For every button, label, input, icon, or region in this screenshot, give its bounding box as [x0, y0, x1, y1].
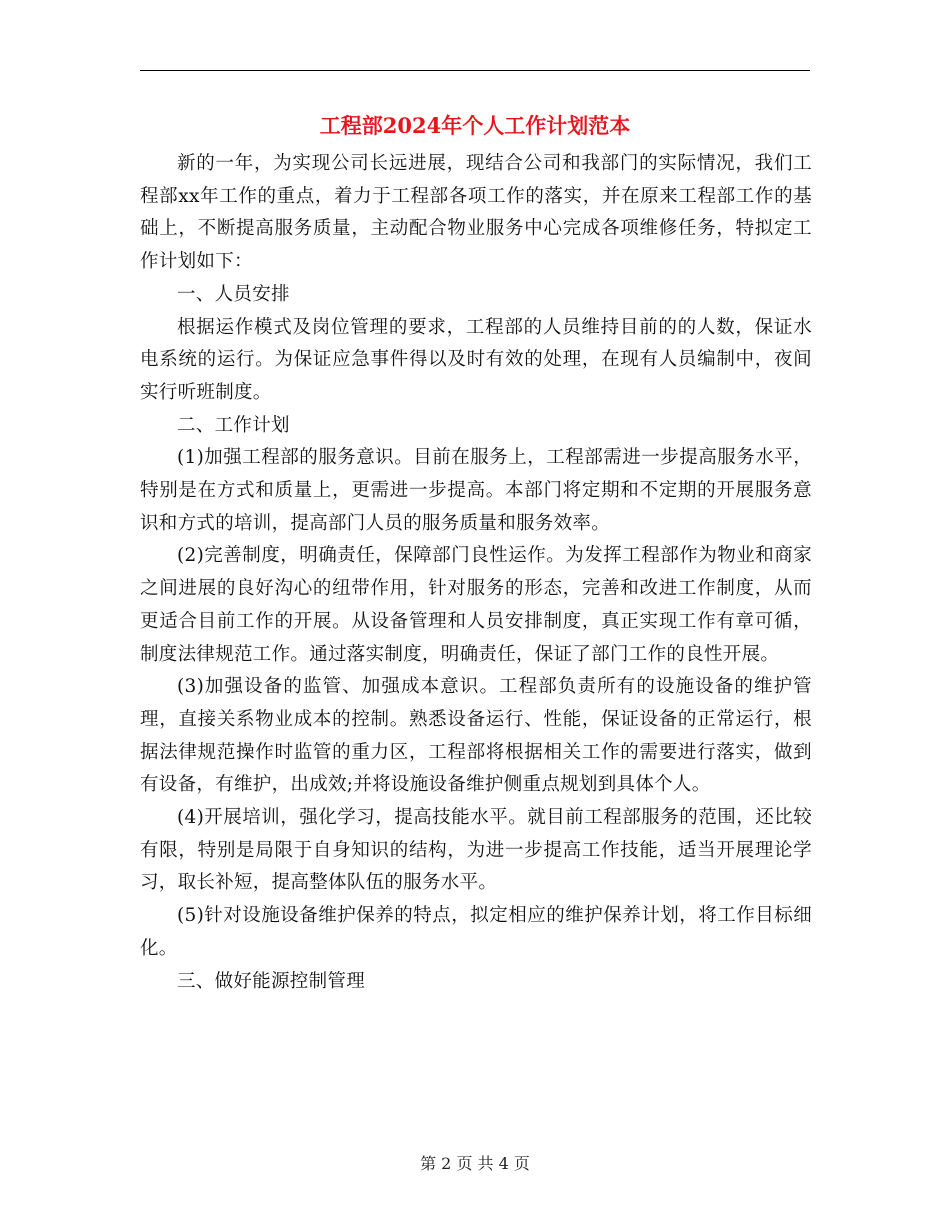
document-title: 工程部2024年个人工作计划范本	[319, 113, 631, 138]
header-rule	[140, 70, 810, 71]
page-number-footer: 第 2 页 共 4 页	[420, 1154, 530, 1173]
paragraph-plan-item-2: (2)完善制度，明确责任，保障部门良性运作。为发挥工程部作为物业和商家之间进展的良好沟心的纽带作用，针对服务的形态，完善和改进工作制度，从而更适合目前工作的开展。从设备管理和人员安排制度，真正实现工作有章可循，制度法律规范工作。通过落实制度，明确责任，保证了部门工作的良性开展。	[140, 545, 812, 665]
paragraph-plan-item-1: (1)加强工程部的服务意识。目前在服务上，工程部需进一步提高服务水平，特别是在方式和质量上，更需进一步提高。本部门将定期和不定期的开展服务意识和方式的培训，提高部门人员的服务质量和服务效率。	[140, 447, 812, 534]
paragraph-plan-item-5: (5)针对设施设备维护保养的特点，拟定相应的维护保养计划，将工作目标细化。	[140, 905, 812, 959]
paragraph-staffing: 根据运作模式及岗位管理的要求，工程部的人员维持目前的的人数，保证水电系统的运行。为保证应急事件得以及时有效的处理，在现有人员编制中，夜间实行听班制度。	[140, 316, 812, 403]
paragraph-plan-item-4: (4)开展培训，强化学习，提高技能水平。就目前工程部服务的范围，还比较有限，特别是局限于自身知识的结构，为进一步提高工作技能，适当开展理论学习，取长补短，提高整体队伍的服务水平。	[140, 807, 812, 894]
document-body	[140, 148, 812, 998]
section-heading-work-plan: 二、工作计划	[177, 414, 290, 436]
paragraph-intro: 新的一年，为实现公司长远进展，现结合公司和我部门的实际情况，我们工程部xx年工作的重点，着力于工程部各项工作的落实，并在原来工程部工作的基础上，不断提高服务质量，主动配合物业服务中心完成各项维修任务，特拟定工作计划如下：	[140, 153, 812, 273]
paragraph-plan-item-3: (3)加强设备的监管、加强成本意识。工程部负责所有的设施设备的维护管理，直接关系物业成本的控制。熟悉设备运行、性能，保证设备的正常运行，根据法律规范操作时监管的重力区，工程部将根据相关工作的需要进行落实，做到有设备，有维护，出成效;并将设施设备维护侧重点规划到具体个人。	[140, 676, 812, 796]
section-heading-energy: 三、做好能源控制管理	[177, 970, 366, 992]
section-heading-staffing: 一、人员安排	[177, 283, 290, 305]
